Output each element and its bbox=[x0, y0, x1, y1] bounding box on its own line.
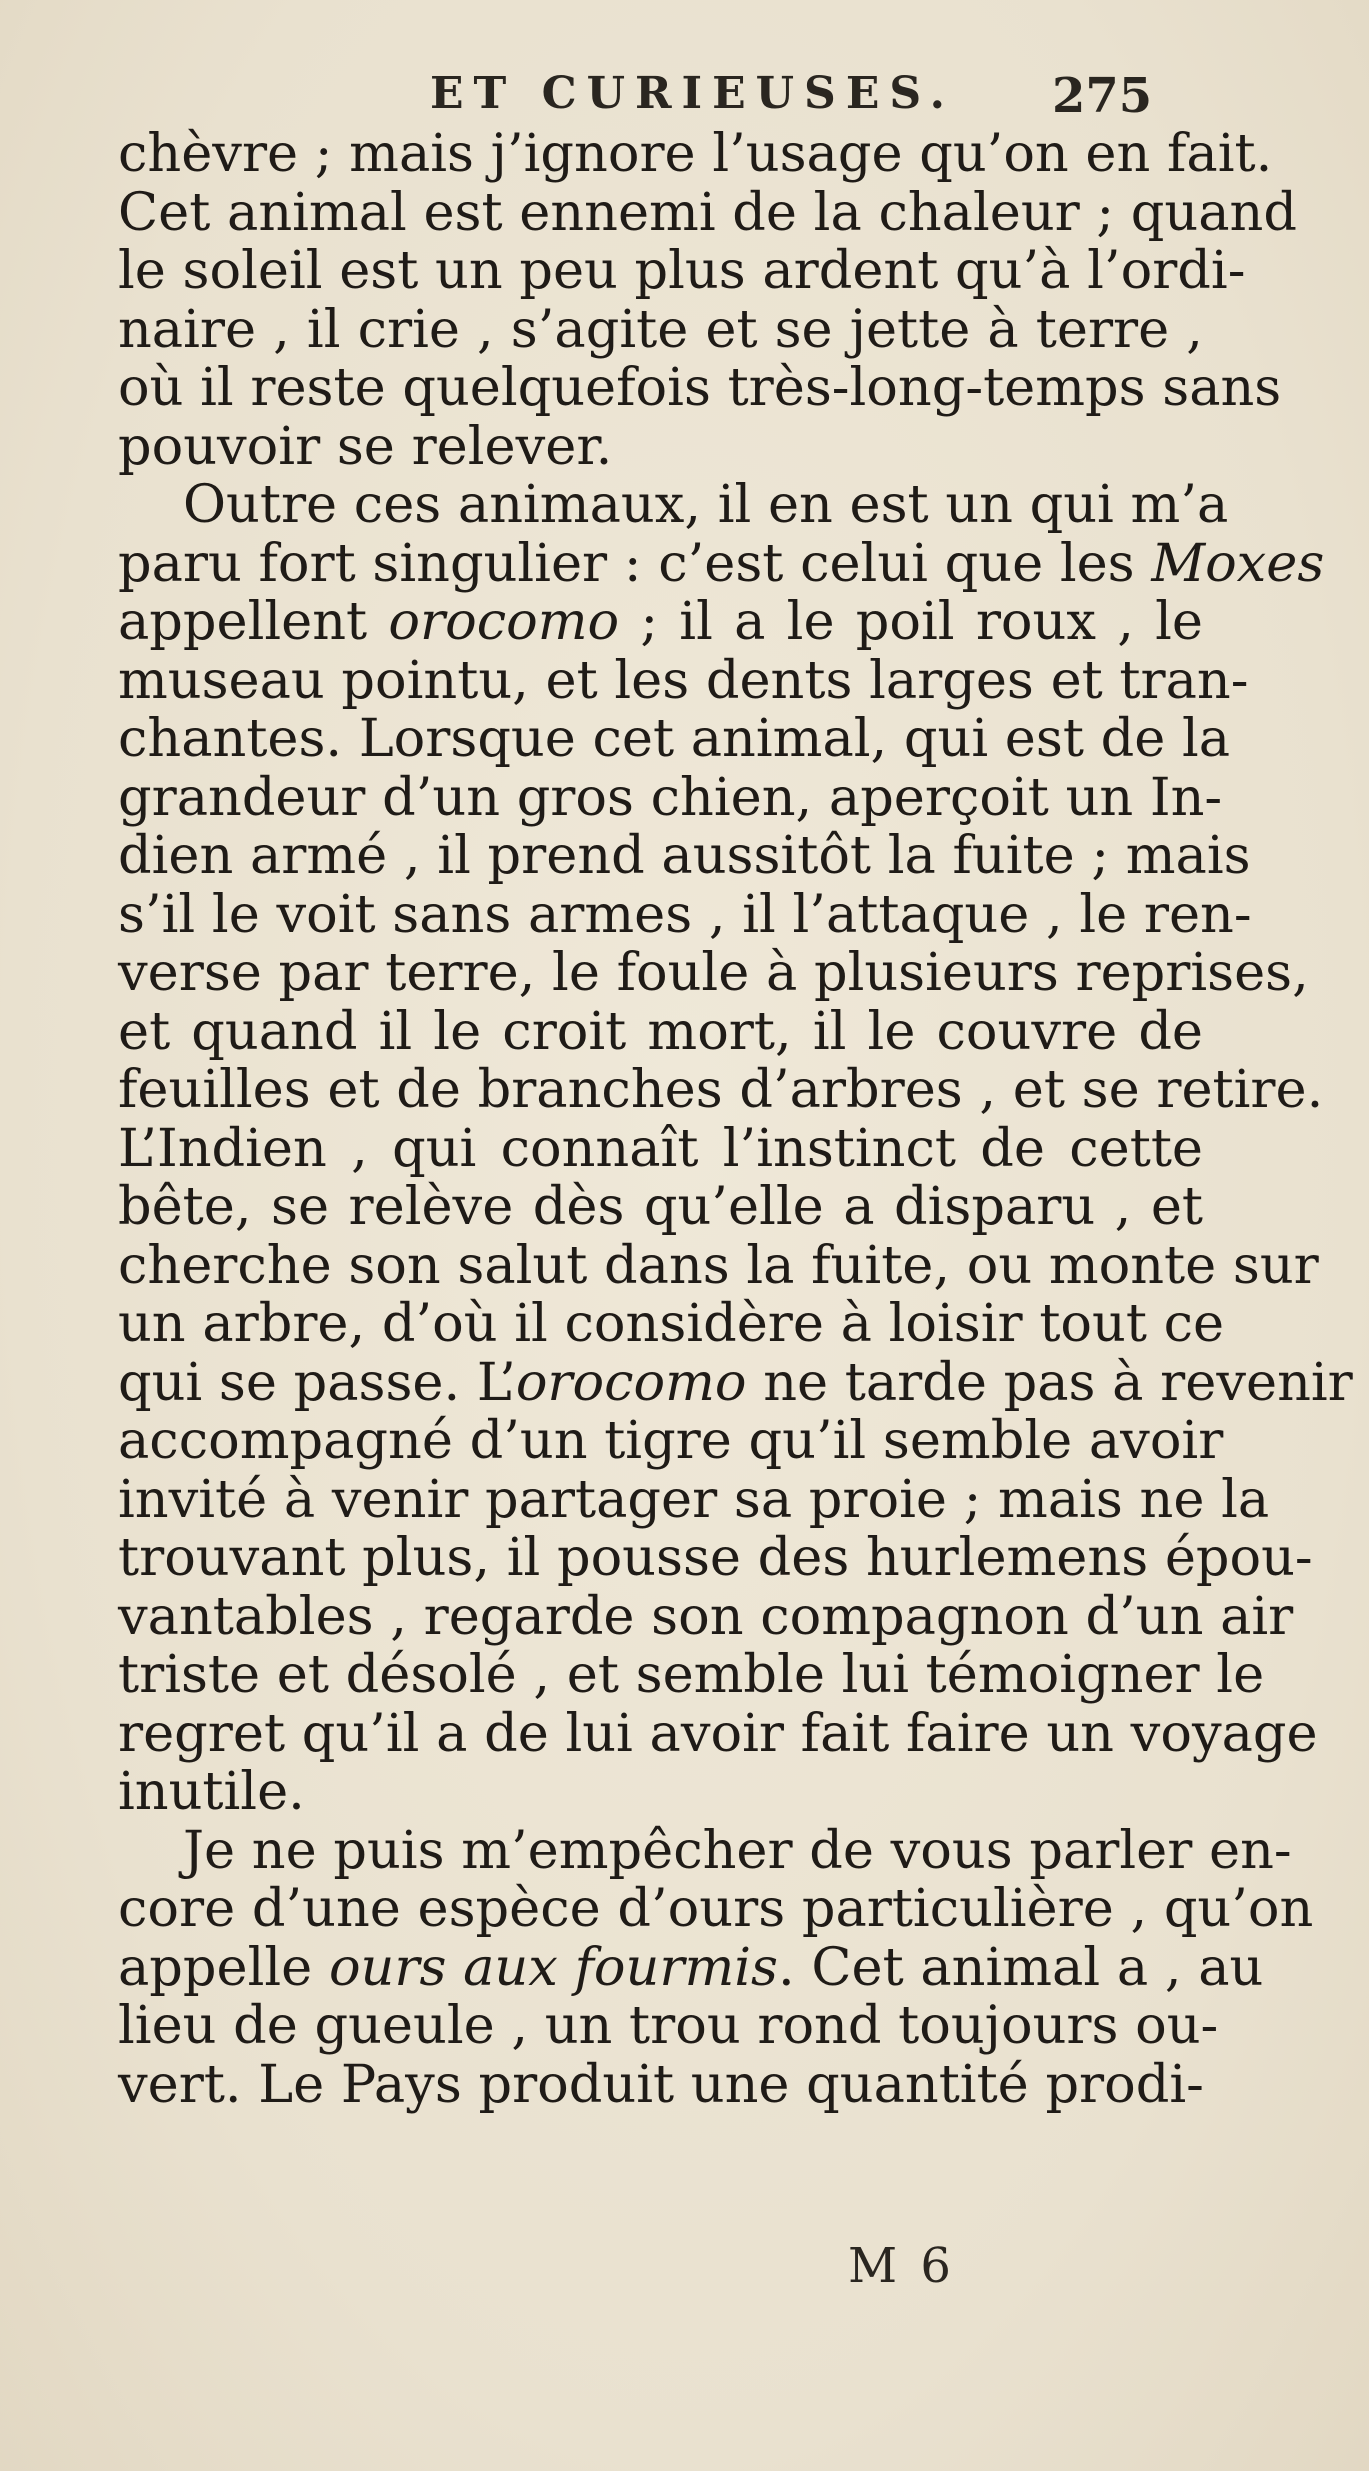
text-line: naire , il crie , s’agite et se jette à terre , bbox=[118, 298, 1203, 360]
signature-mark: M 6 bbox=[848, 2238, 955, 2294]
text-line: appellent orocomo ; il a le poil roux , le bbox=[118, 591, 1204, 652]
text-line: regret qu’il a de lui avoir fait faire un voyage bbox=[118, 1702, 1318, 1764]
text-line: et quand il le croit mort, il le couvre de bbox=[118, 1000, 1203, 1062]
text-line: un arbre, d’où il considère à loisir tout ce bbox=[118, 1293, 1225, 1354]
text-line: pouvoir se relever. bbox=[118, 415, 613, 477]
text-line: museau pointu, et les dents larges et tran- bbox=[118, 649, 1249, 711]
text-line: qui se passe. L’orocomo ne tarde pas à revenir bbox=[118, 1351, 1353, 1413]
text-line: dien armé , il prend aussitôt la fuite ; mais bbox=[118, 825, 1251, 886]
text-line: grandeur d’un gros chien, aperçoit un In- bbox=[118, 766, 1223, 828]
text-line: bête, se relève dès qu’elle a disparu , et bbox=[118, 1176, 1203, 1237]
text-line: cherche son salut dans la fuite, ou monte sur bbox=[118, 1234, 1319, 1296]
text-line: appelle ours aux fourmis. Cet animal a , au bbox=[118, 1936, 1264, 1998]
text-line: où il reste quelquefois très-long-temps sans bbox=[118, 357, 1282, 418]
text-line: trouvant plus, il pousse des hurlemens épou- bbox=[118, 1527, 1313, 1588]
page-number: 275 bbox=[1052, 68, 1153, 124]
text-line: le soleil est un peu plus ardent qu’à l’ordi- bbox=[118, 240, 1246, 301]
text-line: paru fort singulier : c’est celui que les Moxes bbox=[118, 532, 1325, 594]
body-text bbox=[118, 123, 1353, 2115]
text-line: s’il le voit sans armes , il l’attaque , le ren- bbox=[118, 883, 1252, 945]
text-line: Cet animal est ennemi de la chaleur ; quand bbox=[118, 181, 1297, 243]
text-line: vert. Le Pays produit une quantité prodi- bbox=[118, 2053, 1204, 2115]
text-line: accompagné d’un tigre qu’il semble avoir bbox=[118, 1410, 1224, 1471]
text-line: L’Indien , qui connaît l’instinct de cette bbox=[118, 1117, 1203, 1179]
text-line: vantables , regarde son compagnon d’un air bbox=[118, 1585, 1294, 1647]
text-line: core d’une espèce d’ours particulière , qu’on bbox=[118, 1878, 1314, 1939]
text-line: feuilles et de branches d’arbres , et se retire. bbox=[118, 1059, 1324, 1120]
text-line: chantes. Lorsque cet animal, qui est de la bbox=[118, 708, 1231, 769]
text-line: lieu de gueule , un trou rond toujours ou- bbox=[118, 1995, 1219, 2056]
text-line: chèvre ; mais j’ignore l’usage qu’on en fait. bbox=[118, 123, 1273, 184]
text-line: Outre ces animaux, il en est un qui m’a bbox=[183, 474, 1229, 535]
paragraph bbox=[118, 474, 1353, 1822]
paragraph bbox=[118, 1819, 1314, 2115]
text-line: triste et désolé , et semble lui témoigner le bbox=[118, 1644, 1265, 1705]
text-line: invité à venir partager sa proie ; mais ne la bbox=[118, 1468, 1270, 1530]
paragraph bbox=[118, 123, 1297, 477]
text-line: inutile. bbox=[118, 1761, 305, 1822]
text-line: verse par terre, le foule à plusieurs reprises, bbox=[118, 942, 1309, 1003]
text-line: Je ne puis m’empêcher de vous parler en- bbox=[183, 1819, 1292, 1881]
running-head-title: ET CURIEUSES. bbox=[430, 68, 955, 119]
